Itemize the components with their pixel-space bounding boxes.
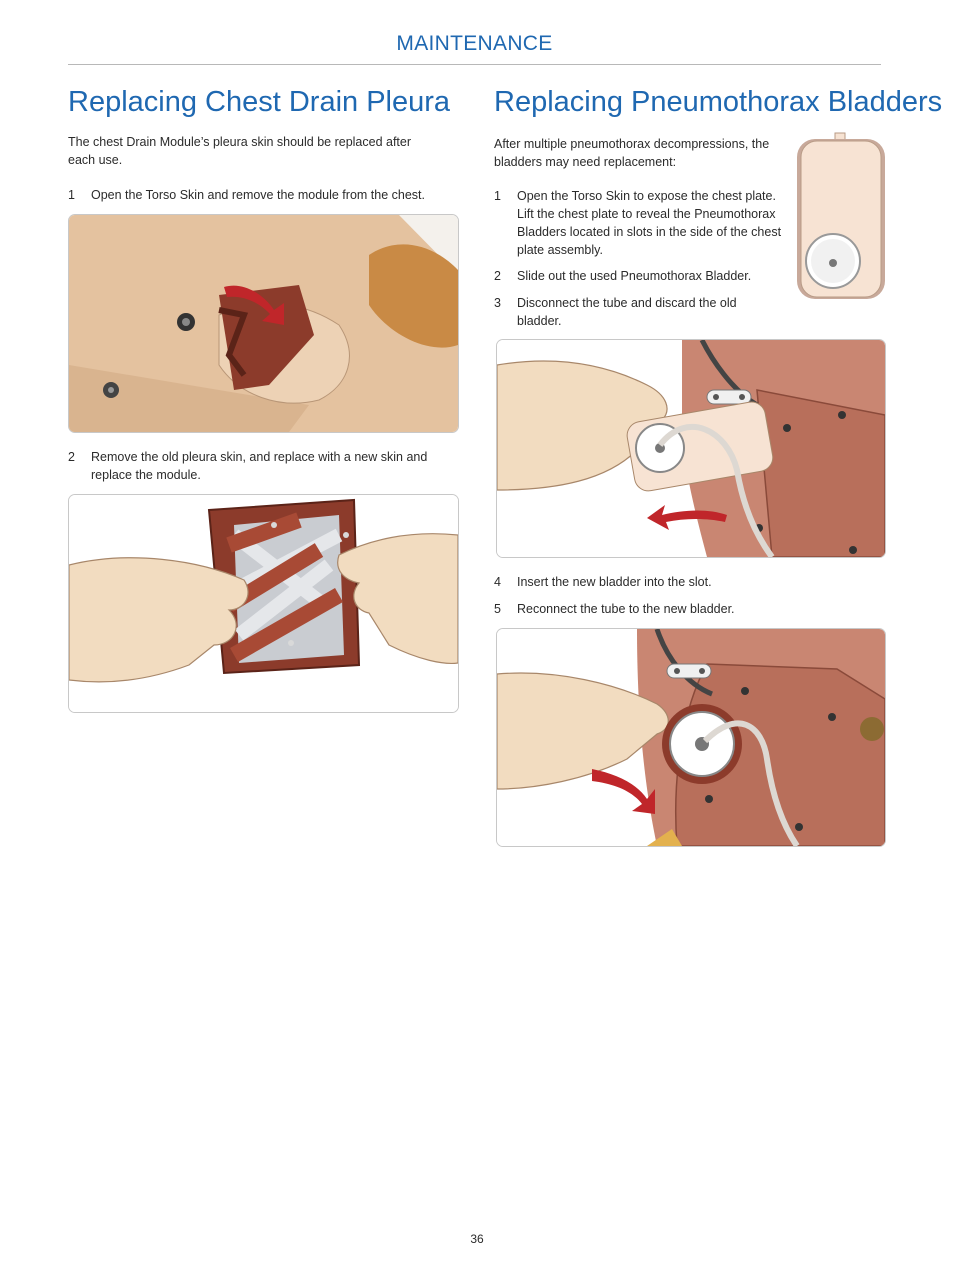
step-number: 1	[494, 189, 501, 203]
left-intro: The chest Drain Module’s pleura skin should be replaced after each use.	[68, 135, 412, 167]
right-step-4	[494, 573, 784, 591]
left-title: Replacing Chest Drain Pleura	[68, 86, 451, 118]
section-title: MAINTENANCE	[396, 32, 553, 55]
figure-insert-bladder	[496, 628, 886, 847]
step-text: Disconnect the tube and discard the old bladder.	[517, 296, 737, 328]
right-step-5	[494, 600, 784, 618]
step-text: Slide out the used Pneumothorax Bladder.	[517, 269, 752, 283]
right-step-1	[494, 187, 784, 259]
right-step-3	[494, 294, 784, 330]
right-title: Replacing Pneumothorax Bladders	[494, 86, 943, 118]
figure-remove-bladder	[496, 339, 886, 558]
section-header	[68, 30, 881, 65]
step-text: Insert the new bladder into the slot.	[517, 575, 712, 589]
page-number: 36	[470, 1232, 484, 1246]
step-number: 2	[68, 450, 75, 464]
right-step-2	[494, 267, 784, 285]
step-text: Remove the old pleura skin, and replace with a new skin and replace the module.	[91, 450, 428, 482]
step-number: 1	[68, 188, 75, 202]
step-number: 2	[494, 269, 501, 283]
step-number: 5	[494, 602, 501, 616]
left-step-1	[68, 186, 453, 204]
figure-open-torso	[68, 214, 459, 433]
left-step-2	[68, 448, 453, 484]
step-text: Open the Torso Skin and remove the module from the chest.	[91, 188, 425, 202]
step-number: 3	[494, 296, 501, 310]
step-number: 4	[494, 575, 501, 589]
bladder-image	[795, 131, 887, 301]
right-intro: After multiple pneumothorax decompressions, the bladders may need replacement:	[494, 137, 770, 169]
figure-pleura-skin	[68, 494, 459, 713]
step-text: Open the Torso Skin to expose the chest plate. Lift the chest plate to reveal the Pneumothorax Bladders located in slots in the side of the chest plate assembly.	[517, 189, 782, 257]
step-text: Reconnect the tube to the new bladder.	[517, 602, 735, 616]
